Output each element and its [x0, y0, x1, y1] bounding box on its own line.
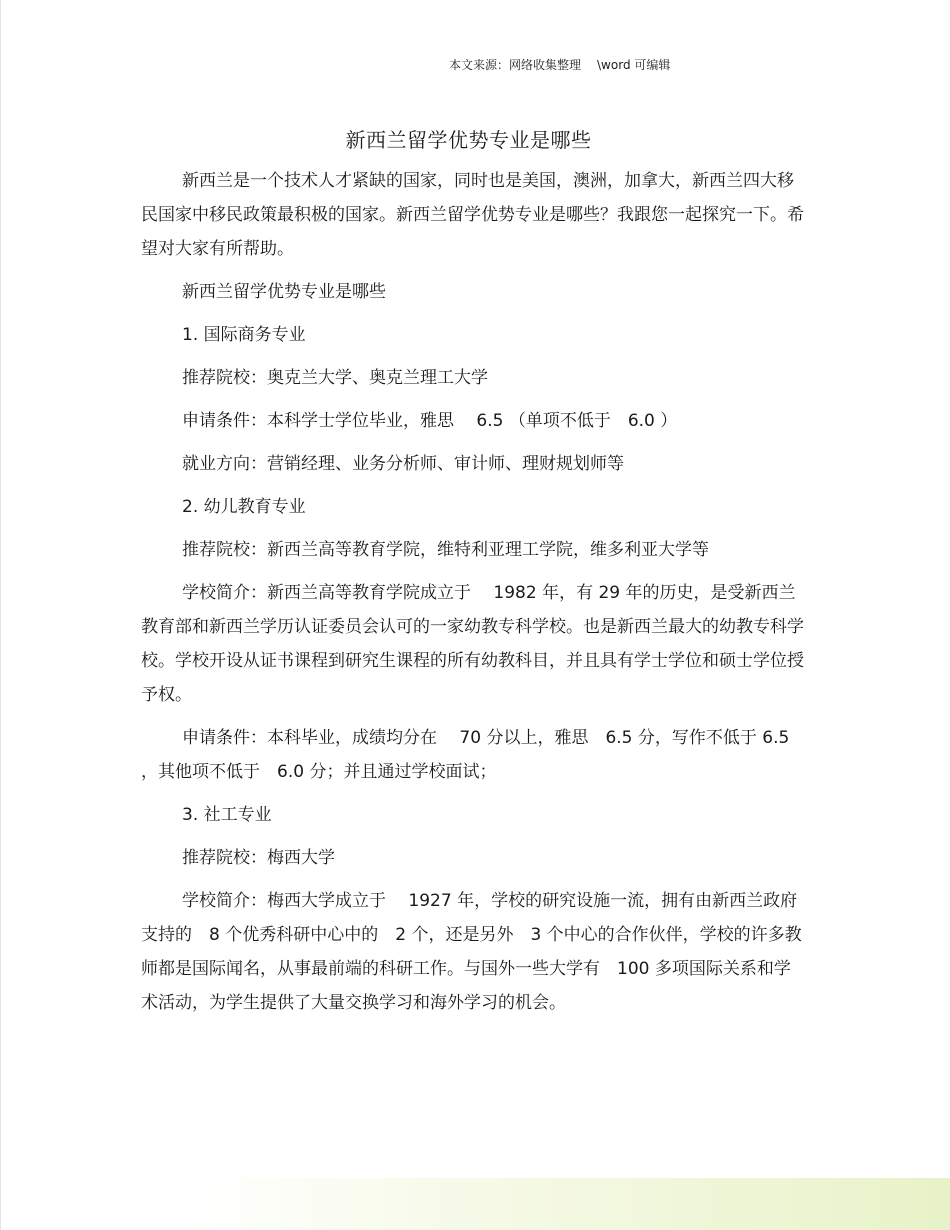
section-3-schools: 推荐院校：梅西大学 — [182, 848, 335, 868]
section-1-schools: 推荐院校：奥克兰大学、奥克兰理工大学 — [182, 368, 488, 388]
intro-paragraph: 新西兰是一个技术人才紧缺的国家，同时也是美国，澳洲，加拿大，新西兰四大移民国家中移民政策最积极的国家。新西兰留学优势专业是哪些？我跟您一起探究一下。希望对大家有所帮助。 — [141, 171, 804, 259]
section-1-heading: 1. 国际商务专业 — [182, 325, 306, 345]
section-2-intro: 学校简介：新西兰高等教育学院成立于 1982 年，有 29 年的历史，是受新西兰教育部和新西兰学历认证委员会认可的一家幼教专科学校。也是新西兰最大的幼教专科学校。学校开设从证书课程到研究生课程的所有幼教科目，并且具有学士学位和硕士学位授予权。 — [141, 583, 804, 705]
section-2-schools: 推荐院校：新西兰高等教育学院，维特利亚理工学院，维多利亚大学等 — [182, 540, 709, 560]
decorative-bottom-band — [191, 1178, 950, 1230]
section-2-requirements: 申请条件：本科毕业，成绩均分在 70 分以上，雅思 6.5 分，写作不低于 6.5 ，其他项不低于 6.0 分；并且通过学校面试； — [141, 728, 790, 782]
section-2-heading: 2. 幼儿教育专业 — [182, 497, 306, 517]
section-1-career: 就业方向：营销经理、业务分析师、审计师、理财规划师等 — [182, 454, 624, 474]
page-title: 新西兰留学优势专业是哪些 — [345, 128, 592, 152]
section-3-intro: 学校简介：梅西大学成立于 1927 年，学校的研究设施一流，拥有由新西兰政府支持的 8 个优秀科研中心中的 2 个，还是另外 3 个中心的合作伙伴，学校的许多教师都是国际闻名，从事最前端的科研工作。与国外一些大学有 100 多项国际关系和学术活动，为学生提供了大量交换学习和海外学习的机会。 — [141, 891, 802, 1013]
source-note — [449, 56, 670, 73]
editable-note-text: \word 可编辑 — [597, 58, 671, 72]
section-1-requirements: 申请条件：本科学士学位毕业，雅思 6.5 （单项不低于 6.0 ） — [182, 411, 678, 431]
source-note-text: 本文来源：网络收集整理 — [449, 58, 582, 72]
section-3-heading: 3. 社工专业 — [182, 805, 272, 825]
section-subtitle: 新西兰留学优势专业是哪些 — [182, 282, 386, 302]
document-body — [141, 164, 806, 1029]
